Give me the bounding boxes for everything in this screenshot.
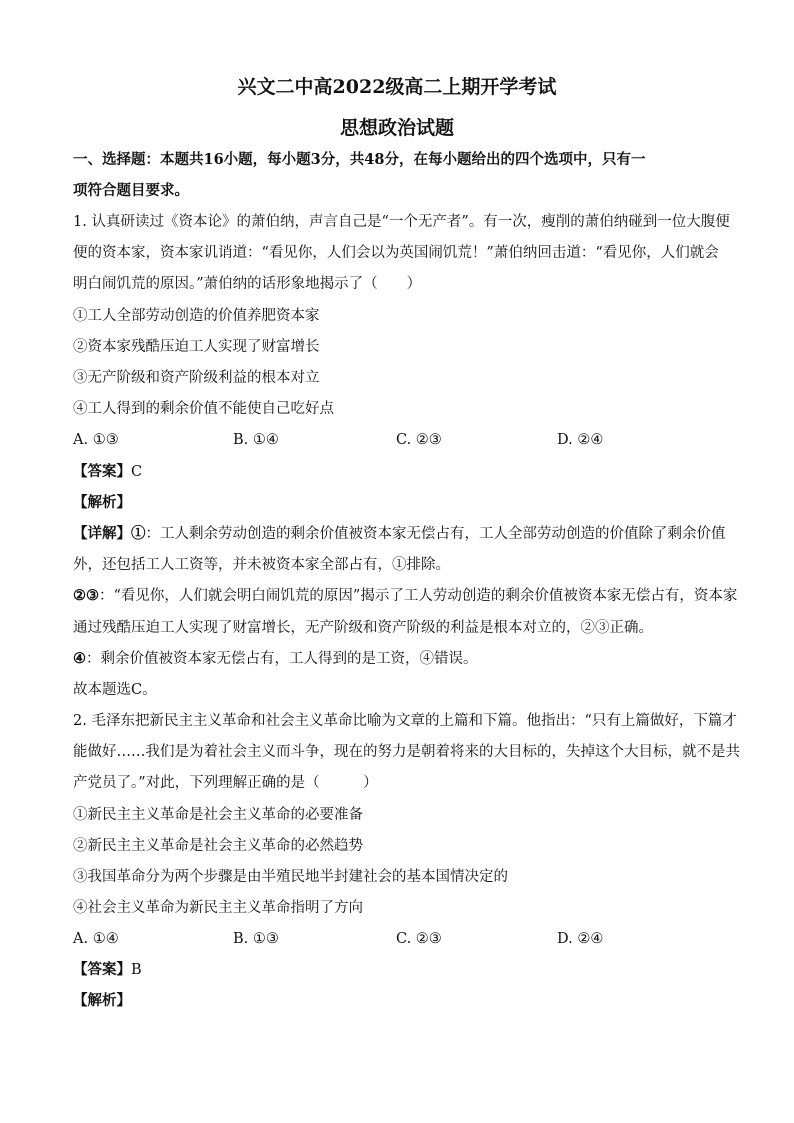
q2-stem-line-3: 产党员了。”对此，下列理解正确的是（ ） xyxy=(73,775,378,791)
q1-option-c: C. ②③ xyxy=(396,432,442,448)
answer-value: C xyxy=(131,464,143,480)
q2-item-1: ①新民主主义革命是社会主义革命的必要准备 xyxy=(73,807,363,823)
answer-label: 【答案】 xyxy=(73,961,131,978)
q1-item-1: ①工人全部劳动创造的价值养肥资本家 xyxy=(73,308,320,324)
q2-item-3: ③我国革命分为两个步骤是由半殖民地半封建社会的基本国情决定的 xyxy=(73,869,508,885)
q1-option-b: B. ①④ xyxy=(233,432,279,448)
detail-label: 【详解】 xyxy=(73,525,131,542)
q1-detail-line-3 xyxy=(73,586,738,606)
q2-item-4: ④社会主义革命为新民主主义革命指明了方向 xyxy=(73,900,363,916)
q1-stem-line-3: 明白闹饥荒的原因。”萧伯纳的话形象地揭示了（ ） xyxy=(73,276,422,292)
q1-detail-line-4: 通过残酷压迫工人实现了财富增长，无产阶级和资产阶级的利益是根本对立的，②③正确。 xyxy=(73,620,653,636)
q1-detail-line-1 xyxy=(73,524,726,544)
q2-stem-line-2: 能做好……我们是为着社会主义而斗争，现在的努力是朝着将来的大目标的，失掉这个大目标，就不是共 xyxy=(73,744,740,760)
detail-text-2a: ：“看见你，人们就会明白闹饥荒的原因”揭示了工人劳动创造的剩余价值被资本家无偿占有，资本家 xyxy=(99,588,738,604)
exam-subtitle: 思想政治试题 xyxy=(339,117,454,139)
q2-analysis-label: 【解析】 xyxy=(73,992,131,1009)
detail-text-1a: ：工人剩余劳动创造的剩余价值被资本家无偿占有，工人全部劳动创造的价值除了剩余价值 xyxy=(145,526,726,542)
q1-answer xyxy=(73,462,723,482)
q1-option-a: A. ①③ xyxy=(73,432,119,448)
q1-item-4: ④工人得到的剩余价值不能使自己吃好点 xyxy=(73,401,334,417)
q1-item-2: ②资本家残酷压迫工人实现了财富增长 xyxy=(73,339,320,355)
q1-stem-line-2: 便的资本家，资本家讥诮道：“看见你，人们会以为英国闹饥荒！”萧伯纳回击道：“看见你，人们就会 xyxy=(73,245,719,261)
answer-value: B xyxy=(131,962,142,978)
detail-mark-2: ②③ xyxy=(73,587,99,604)
q1-item-3: ③无产阶级和资产阶级利益的根本对立 xyxy=(73,370,320,386)
q2-answer xyxy=(73,960,723,980)
section-heading-line-2: 项符合题目要求。 xyxy=(73,182,189,199)
q1-analysis-label: 【解析】 xyxy=(73,494,131,511)
q1-option-d: D. ②④ xyxy=(557,432,604,448)
detail-mark-1: ① xyxy=(131,525,146,542)
detail-text-3: ：剩余价值被资本家无偿占有，工人得到的是工资，④错误。 xyxy=(86,651,478,667)
q1-detail-line-2: 外，还包括工人工资等，并未被资本家全部占有，①排除。 xyxy=(73,557,450,573)
q1-detail-line-5 xyxy=(73,649,723,669)
q2-option-d: D. ②④ xyxy=(557,931,604,947)
q1-stem-line-1: 1. 认真研读过《资本论》的萧伯纳，声言自己是“一个无产者”。有一次，瘦削的萧伯纳碰到一位大腹便 xyxy=(73,214,730,230)
q2-option-b: B. ①③ xyxy=(233,931,279,947)
q2-option-a: A. ①④ xyxy=(73,931,119,947)
section-heading-line-1: 一、选择题：本题共16小题，每小题3分，共48分，在每小题给出的四个选项中，只有一 xyxy=(73,151,646,168)
q2-stem-line-1: 2. 毛泽东把新民主主义革命和社会主义革命比喻为文章的上篇和下篇。他指出：“只有上篇做好，下篇才 xyxy=(73,713,737,729)
q1-conclusion: 故本题选C。 xyxy=(73,682,157,698)
exam-title: 兴文二中高2022级高二上期开学考试 xyxy=(237,76,557,98)
detail-mark-3: ④ xyxy=(73,650,86,667)
answer-label: 【答案】 xyxy=(73,463,131,480)
q2-item-2: ②新民主主义革命是社会主义革命的必然趋势 xyxy=(73,838,363,854)
q2-option-c: C. ②③ xyxy=(396,931,442,947)
